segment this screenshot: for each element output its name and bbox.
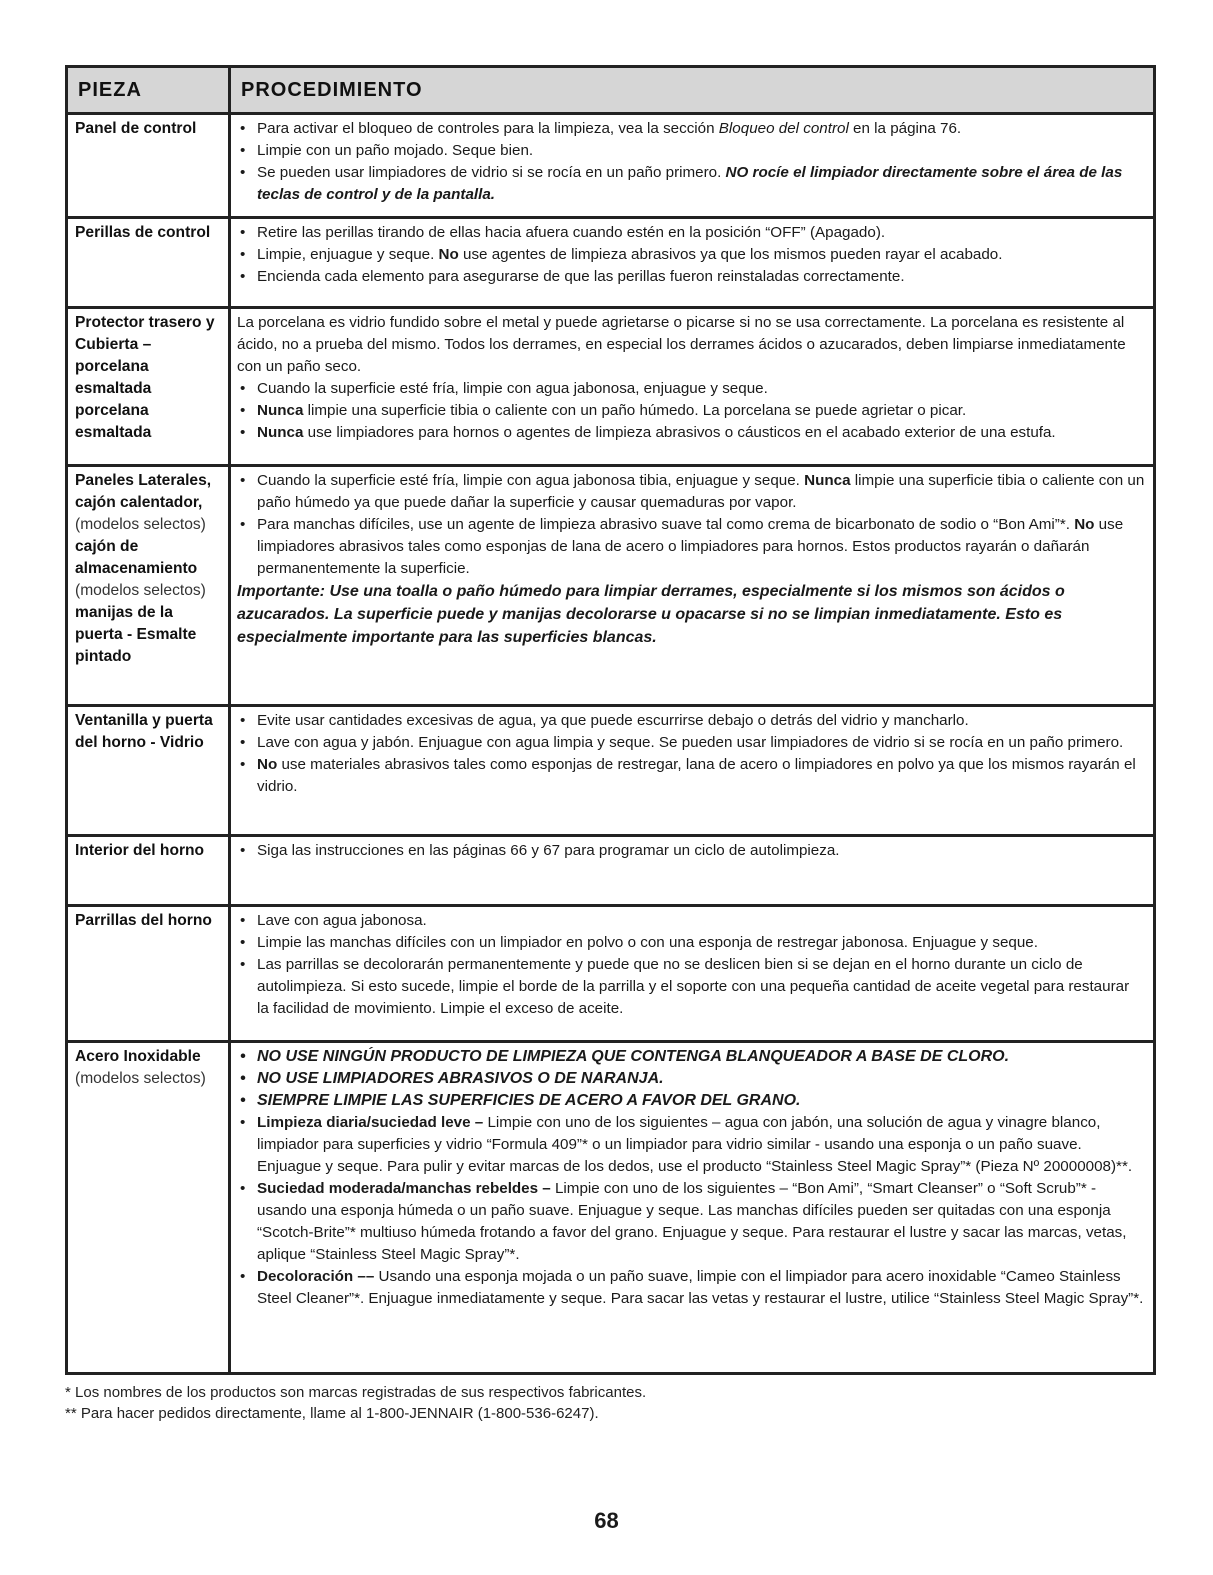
text: limpie una superficie tibia o caliente con un paño húmedo. La porcelana se puede agrietar o picar. <box>303 402 967 419</box>
text: use materiales abrasivos tales como esponjas de restregar, lana de acero o limpiadores en polvo ya que los mismos rayarán el vidrio. <box>257 756 1136 795</box>
table-row <box>67 114 1155 218</box>
model-note: (modelos selectos) <box>75 516 206 533</box>
part-name: manijas de la puerta - Esmalte pintado <box>75 604 197 665</box>
bullet-item <box>237 400 1145 422</box>
bullet-item <box>237 422 1145 444</box>
text: Limpie con uno de los siguientes – “Bon Ami”, “Smart Cleanser” o “Soft Scrub”* - usando una esponja húmeda o un paño suave. Enjuague y seque. Las manchas difíciles pueden ser quitadas con una esponja “Scotch-Brite”* multiuso húmeda frotando a favor del grano. Enjuague y seque. Para restaurar el lustre y sacar las marcas, vetas, aplique “Stainless Steel Magic Spray”*. <box>257 1180 1127 1263</box>
text: en la página 76. <box>848 120 962 137</box>
part-name: Parrillas del horno <box>67 906 230 1042</box>
procedure-cell <box>230 466 1155 706</box>
footnotes <box>65 1382 646 1424</box>
table-row <box>67 466 1155 706</box>
text-bold: Nunca <box>804 472 851 489</box>
text-bold: Suciedad moderada/manchas rebeldes – <box>257 1180 551 1197</box>
part-name-group <box>67 466 230 706</box>
bullet-item <box>237 754 1145 798</box>
bullet-item: • Cuando la superficie esté fría, limpie con agua jabonosa, enjuague y seque. <box>237 378 1145 400</box>
bullet-item <box>237 118 1145 140</box>
bullet-item: • NO USE LIMPIADORES ABRASIVOS O DE NARANJA. <box>237 1068 1145 1090</box>
header-procedure: PROCEDIMIENTO <box>230 67 1155 114</box>
part-name-group <box>67 1042 230 1374</box>
part-name: Paneles Laterales, cajón calentador, <box>75 472 212 511</box>
bullet-item: • Evite usar cantidades excesivas de agua, ya que puede escurrirse debajo o detrás del vidrio y mancharlo. <box>237 710 1145 732</box>
part-name: cajón de almacenamiento <box>75 538 198 577</box>
bullet-item <box>237 1266 1145 1310</box>
model-note: (modelos selectos) <box>75 582 206 599</box>
header-part: PIEZA <box>67 67 230 114</box>
bullet-item <box>237 514 1145 580</box>
table-header-row <box>67 67 1155 114</box>
bullet-item: • NO USE NINGÚN PRODUCTO DE LIMPIEZA QUE CONTENGA BLANQUEADOR A BASE DE CLORO. <box>237 1046 1145 1068</box>
text-bold: No <box>1074 516 1095 533</box>
bullet-item: • Las parrillas se decolorarán permanentemente y puede que no se deslicen bien si se dejan en el horno durante un ciclo de autolimpieza. Si esto sucede, limpie el borde de la parrilla y el soporte con una pequeña cantidad de aceite vegetal para restaurar la facilidad de movimiento. Limpie el exceso de aceite. <box>237 954 1145 1020</box>
part-name: Ventanilla y puerta del horno - Vidrio <box>67 706 230 836</box>
important-note: Importante: Use una toalla o paño húmedo para limpiar derrames, especialmente si los mismos son ácidos o azucarados. La superficie puede y manijas decolorarse u opacarse si no se limpian inmediatamente. Esto es especialmente importante para las superficies blancas. <box>237 583 1065 646</box>
text-bold: Decoloración –– <box>257 1268 375 1285</box>
text: use limpiadores abrasivos tales como esponjas de lana de acero o limpiadores para hornos. Estos productos rayarán o dañarán permanentemente la superficie. <box>257 516 1124 577</box>
table-row <box>67 218 1155 308</box>
procedure-cell <box>230 218 1155 308</box>
part-name: Interior del horno <box>67 836 230 906</box>
part-name: Perillas de control <box>67 218 230 308</box>
text-bold: Nunca <box>257 402 304 419</box>
cleaning-table <box>65 65 1156 1375</box>
text: Cuando la superficie esté fría, limpie con agua jabonosa tibia, enjuague y seque. <box>257 472 805 489</box>
text: Usando una esponja mojada o un paño suave, limpie con el limpiador para acero inoxidable “Cameo Stainless Steel Cleaner”*. Enjuague inmediatamente y seque. Para sacar las vetas y restaurar el lustre, utilice “Stainless Steel Magic Spray”*. <box>257 1268 1144 1307</box>
table-row <box>67 1042 1155 1374</box>
text: Para manchas difíciles, use un agente de limpieza abrasivo suave tal como crema de bicarbonato de sodio o “Bon Ami”*. <box>257 516 1075 533</box>
warning-text: NO rocíe el limpiador directamente sobre el área de las teclas de control y de la pantalla. <box>257 164 1123 203</box>
text: use limpiadores para hornos o agentes de limpieza abrasivos o cáusticos en el acabado exterior de una estufa. <box>303 424 1056 441</box>
cleaning-table-container <box>65 65 1153 1375</box>
text: Se pueden usar limpiadores de vidrio si se rocía en un paño primero. <box>257 164 726 181</box>
bullet-item: • Limpie las manchas difíciles con un limpiador en polvo o con una esponja de restregar jabonosa. Enjuague y seque. <box>237 932 1145 954</box>
footnote: * Los nombres de los productos son marcas registradas de sus respectivos fabricantes. <box>65 1384 647 1401</box>
part-name: Panel de control <box>67 114 230 218</box>
bullet-item <box>237 1112 1145 1178</box>
text-bold: No <box>438 246 459 263</box>
bullet-item <box>237 1178 1145 1266</box>
bullet-item: • Siga las instrucciones en las páginas 66 y 67 para programar un ciclo de autolimpieza. <box>237 840 1145 862</box>
footnote: ** Para hacer pedidos directamente, llame al 1-800-JENNAIR (1-800-536-6247). <box>65 1405 599 1422</box>
procedure-cell <box>230 906 1155 1042</box>
intro-text: La porcelana es vidrio fundido sobre el metal y puede agrietarse o picarse si no se usa correctamente. La porcelana es resistente al ácido, no a prueba del mismo. Todos los derrames, en especial los derrames ácidos o azucarados, deben limpiarse inmediatamente con un paño seco. <box>237 314 1126 375</box>
bullet-item <box>237 244 1145 266</box>
text: limpie una superficie tibia o caliente con un paño húmedo ya que puede dañar la superficie y causar quemaduras por vapor. <box>257 472 1145 511</box>
part-name: Acero Inoxidable <box>75 1048 201 1065</box>
procedure-cell <box>230 1042 1155 1374</box>
text-italic: Bloqueo del control <box>718 120 849 137</box>
page-number: 68 <box>594 1508 619 1533</box>
text: Limpie, enjuague y seque. <box>257 246 439 263</box>
table-row <box>67 706 1155 836</box>
text: use agentes de limpieza abrasivos ya que los mismos pueden rayar el acabado. <box>458 246 1003 263</box>
text: Para activar el bloqueo de controles para la limpieza, vea la sección <box>257 120 719 137</box>
model-note: (modelos selectos) <box>75 1070 206 1087</box>
bullet-item: • Encienda cada elemento para asegurarse de que las perillas fueron reinstaladas correctamente. <box>237 266 1145 288</box>
text-bold: No <box>257 756 278 773</box>
table-row <box>67 308 1155 466</box>
bullet-item: • Lave con agua jabonosa. <box>237 910 1145 932</box>
text-bold: Limpieza diaria/suciedad leve – <box>257 1114 484 1131</box>
part-name: Protector trasero y Cubierta – porcelana esmaltada porcelana esmaltada <box>67 308 230 466</box>
procedure-cell <box>230 114 1155 218</box>
bullet-item: • SIEMPRE LIMPIE LAS SUPERFICIES DE ACERO A FAVOR DEL GRANO. <box>237 1090 1145 1112</box>
text-bold: Nunca <box>257 424 304 441</box>
text: Limpie con uno de los siguientes – agua con jabón, una solución de agua y vinagre blanco, limpiador para superficies y vidrio “Formula 409”* o un limpiador para vidrio similar - usando una esponja o un paño suave. Enjuague y seque. Para pulir y evitar marcas de los dedos, use el producto “Stainless Steel Magic Spray”* (Pieza Nº 20000008)**. <box>257 1114 1133 1175</box>
bullet-item <box>237 470 1145 514</box>
table-row <box>67 836 1155 906</box>
procedure-cell <box>230 308 1155 466</box>
procedure-cell <box>230 836 1155 906</box>
procedure-cell <box>230 706 1155 836</box>
bullet-item: • Retire las perillas tirando de ellas hacia afuera cuando estén en la posición “OFF” (Apagado). <box>237 222 1145 244</box>
bullet-item: • Lave con agua y jabón. Enjuague con agua limpia y seque. Se pueden usar limpiadores de vidrio si se rocía en un paño primero. <box>237 732 1145 754</box>
bullet-item: • Limpie con un paño mojado. Seque bien. <box>237 140 1145 162</box>
table-row <box>67 906 1155 1042</box>
bullet-item <box>237 162 1145 206</box>
